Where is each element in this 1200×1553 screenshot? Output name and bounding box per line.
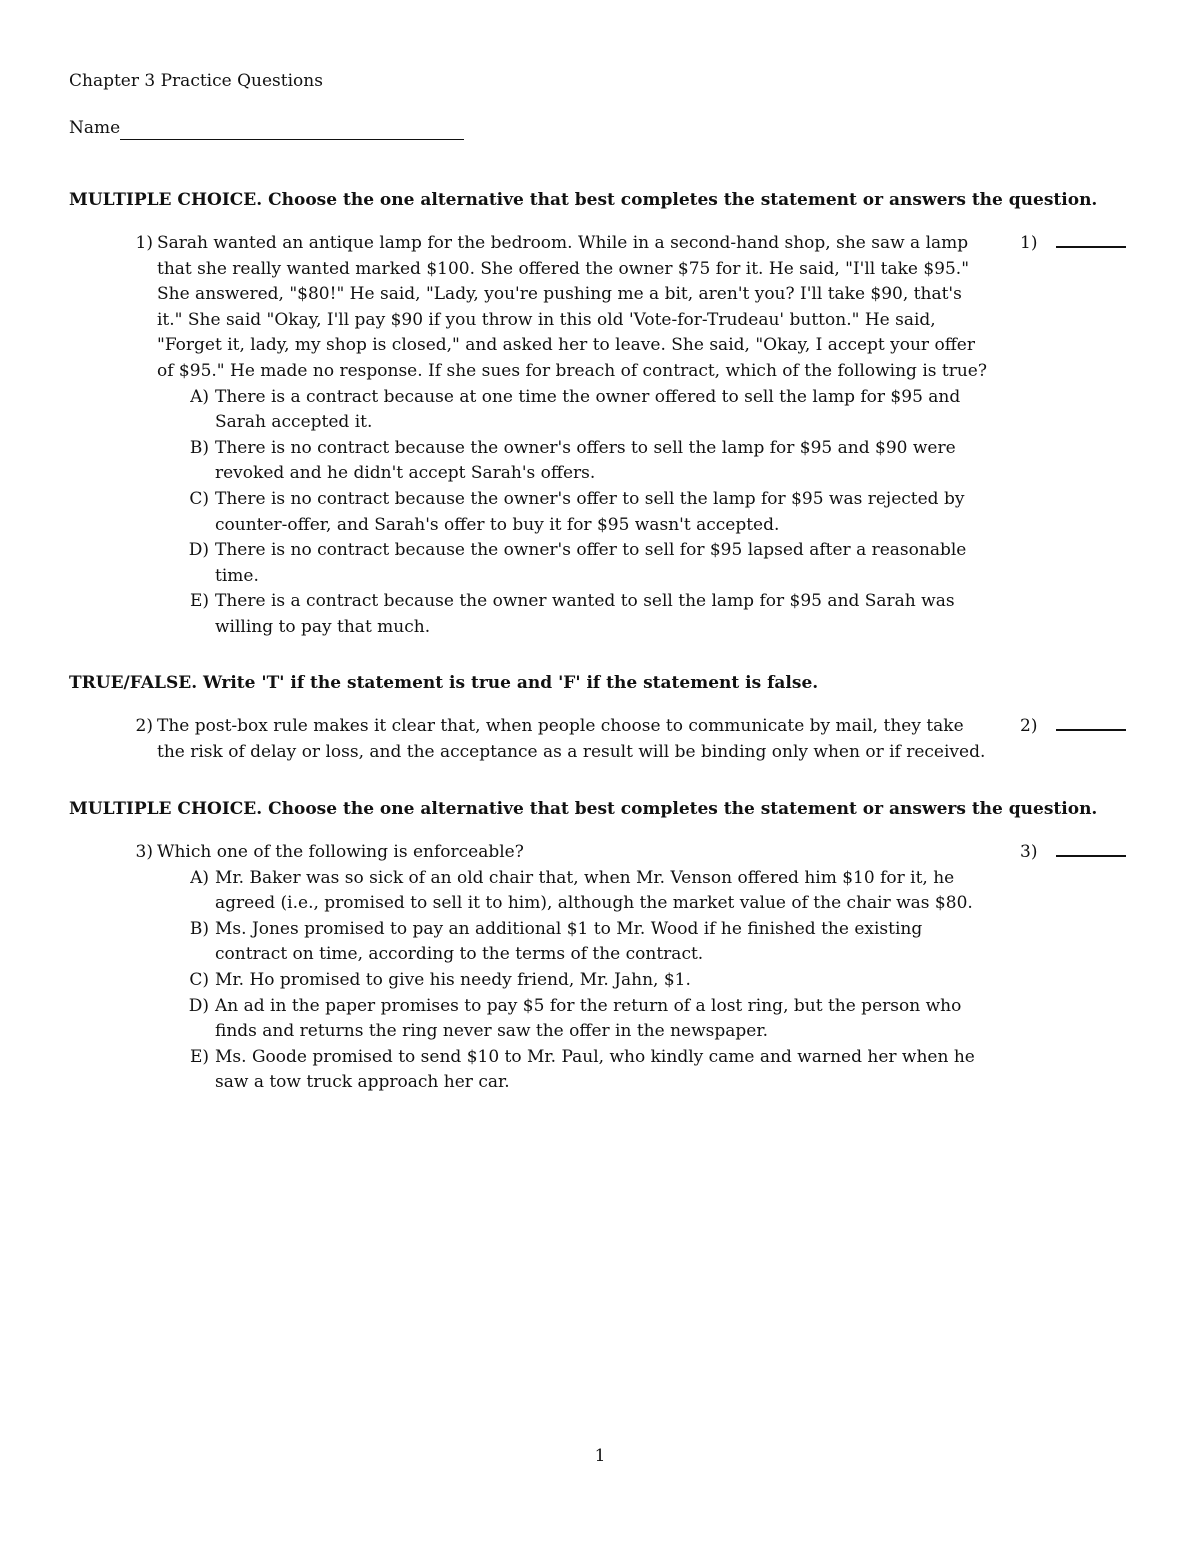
choice-text: Mr. Baker was so sick of an old chair that, when Mr. Venson offered him $10 for it, he agreed (i.e., promised to sell it to him), although the market value of the chair was $80. (215, 867, 973, 914)
section-heading-multiple-choice-1: MULTIPLE CHOICE. Choose the one alternative that best completes the statement or answers the question. (69, 190, 1098, 210)
choice-text: There is a contract because at one time the owner offered to sell the lamp for $95 and Sarah accepted it. (215, 386, 961, 433)
choice-e[interactable] (158, 1045, 990, 1096)
page-number: 1 (594, 1446, 606, 1466)
choice-letter: E) (189, 1046, 209, 1067)
choice-d[interactable] (158, 994, 990, 1045)
answer-slot-2[interactable] (1020, 714, 1130, 738)
answer-number: 1) (1020, 233, 1038, 253)
choice-letter: D) (188, 540, 209, 561)
choice-a[interactable] (158, 866, 990, 917)
section-heading-true-false: TRUE/FALSE. Write 'T' if the statement is true and 'F' if the statement is false. (69, 673, 819, 693)
answer-blank-line[interactable] (1056, 232, 1126, 248)
choice-text: There is no contract because the owner's offer to sell for $95 lapsed after a reasonable time. (215, 540, 967, 586)
answer-blank-line[interactable] (1056, 715, 1126, 731)
choice-e[interactable] (158, 589, 990, 640)
choice-letter: C) (189, 969, 209, 990)
answer-blank-line[interactable] (1056, 841, 1126, 857)
choice-text: An ad in the paper promises to pay $5 for the return of a lost ring, but the person who finds and returns the ring never saw the offer in the newspaper. (215, 995, 962, 1042)
choice-c[interactable] (158, 968, 990, 994)
choice-text: Mr. Ho promised to give his needy friend, Mr. Jahn, $1. (215, 969, 691, 990)
question-number: 2) (135, 716, 153, 736)
choice-letter: C) (189, 488, 209, 509)
choice-letter: B) (189, 918, 209, 939)
answer-number: 2) (1020, 716, 1038, 736)
question-2 (130, 714, 990, 765)
choice-b[interactable] (158, 917, 990, 968)
choice-b[interactable] (158, 436, 990, 487)
choice-text: There is a contract because the owner wanted to sell the lamp for $95 and Sarah was willing to pay that much. (215, 591, 955, 637)
choice-text: Ms. Jones promised to pay an additional $1 to Mr. Wood if he finished the existing contract on time, according to the terms of the contract. (215, 918, 923, 965)
choice-a[interactable] (158, 385, 990, 436)
question-stem: The post-box rule makes it clear that, when people choose to communicate by mail, they take the risk of delay or loss, and the acceptance as a result will be binding only when or if received. (157, 716, 986, 762)
question-stem: Which one of the following is enforceable? (157, 842, 524, 862)
choice-text: Ms. Goode promised to send $10 to Mr. Paul, who kindly came and warned her when he saw a tow truck approach her car. (215, 1046, 975, 1093)
question-stem: Sarah wanted an antique lamp for the bedroom. While in a second-hand shop, she saw a lamp that she really wanted marked $100. She offered the owner $75 for it. He said, "I'll take $95." She answered, "$80!" He said, "Lady, you're pushing me a bit, aren't you? I'll take $90, that's it." She said "Okay, I'll pay $90 if you throw in this old 'Vote-for-Trudeau' button." He said, "Forget it, lady, my shop is closed," and asked her to leave. She said, "Okay, I accept your offer of $95." He made no response. If she sues for breach of contract, which of the following is true? (157, 233, 987, 381)
choice-letter: D) (188, 995, 209, 1016)
name-label: Name (69, 118, 121, 138)
choice-d[interactable] (158, 538, 990, 589)
question-3 (130, 840, 990, 1096)
choice-letter: A) (190, 867, 209, 888)
question-1 (130, 231, 990, 641)
choice-c[interactable] (158, 487, 990, 538)
answer-number: 3) (1020, 842, 1038, 862)
question-number: 1) (135, 233, 153, 253)
choice-letter: A) (190, 386, 209, 407)
choice-text: There is no contract because the owner's offers to sell the lamp for $95 and $90 were revoked and he didn't accept Sarah's offers. (215, 437, 956, 484)
name-blank-line[interactable] (120, 119, 464, 140)
choice-text: There is no contract because the owner's offer to sell the lamp for $95 was rejected by counter-offer, and Sarah's offer to buy it for $95 wasn't accepted. (215, 488, 965, 535)
answer-slot-1[interactable] (1020, 231, 1130, 255)
answer-slot-3[interactable] (1020, 840, 1130, 864)
choice-letter: E) (189, 591, 209, 612)
choice-letter: B) (189, 437, 209, 458)
name-field-row (69, 116, 464, 140)
question-number: 3) (135, 842, 153, 862)
section-heading-multiple-choice-2: MULTIPLE CHOICE. Choose the one alternative that best completes the statement or answers the question. (69, 799, 1098, 819)
page-title: Chapter 3 Practice Questions (69, 71, 323, 91)
